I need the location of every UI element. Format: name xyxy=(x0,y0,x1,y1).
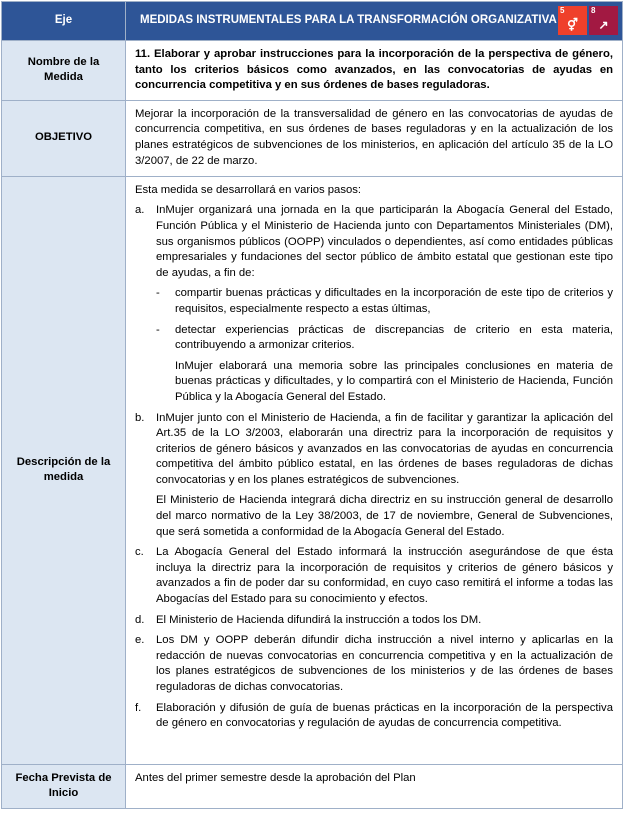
sdg-icons xyxy=(558,6,618,35)
step-a-sub-1-text: compartir buenas prácticas y dificultades en la incorporación de este tipo de criterios y requisitos, especialmente respecto a estas últimas, xyxy=(175,287,613,315)
step-a xyxy=(135,203,613,281)
header-eje: Eje xyxy=(2,2,126,41)
step-f-text: Elaboración y difusión de guía de buenas prácticas en la incorporación de la perspectiva de género en convocatorias y regulación de ayudas de concurrencia competitiva. xyxy=(156,701,613,730)
header-row xyxy=(2,2,623,41)
step-d-marker: d. xyxy=(135,613,145,626)
step-a-marker: a. xyxy=(135,204,145,217)
label-fecha: Fecha Prevista de Inicio xyxy=(2,764,126,808)
step-a-note: InMujer elaborará una memoria sobre las principales conclusiones en materia de buenas prácticas y dificultades, y lo compartirá con el Ministerio de Hacienda, Función Pública y la Abogacía General del Estado. xyxy=(175,359,613,403)
step-a-sub-1 xyxy=(156,286,613,317)
sdg-8-decent-work-icon xyxy=(589,6,618,35)
step-b-text: InMujer junto con el Ministerio de Hacienda, a fin de facilitar y garantizar la aplicación del Art.35 de la LO 3/2003, elaborarán una directriz para la incorporación de requisitos y criterios de género básicos y avanzados en las convocatorias de ayudas en concurrencia competitiva del ámbito público estatal, en las órdenes de bases reguladoras de dichas convocatorias y en los planes estratégicos de subvenciones. xyxy=(156,411,613,486)
sdg-5-number: 5 xyxy=(560,6,565,15)
step-c-marker: c. xyxy=(135,546,144,559)
measure-sheet xyxy=(1,1,622,809)
sdg-5-gender-equality-icon xyxy=(558,6,587,35)
step-d xyxy=(135,613,613,629)
row-nombre xyxy=(2,41,623,101)
step-a-sub-2-text: detectar experiencias prácticas de discrepancias de criterio en esta materia, contribuyendo a armonizar criterios. xyxy=(175,323,613,352)
step-a-text: InMujer organizará una jornada en la que participarán la Abogacía General del Estado, Función Pública y el Ministerio de Hacienda junto con Departamentos Ministeriales (DM), sus organismos públicos (OOPP) vinculados o dependientes, así como entidades públicas empresariales y fundaciones del sector público de ámbito estatal que gestionan este tipo de ayudas, a fin de: xyxy=(156,204,613,279)
measure-table xyxy=(1,1,623,809)
step-c xyxy=(135,545,613,607)
step-b xyxy=(135,411,613,489)
step-e-marker: e. xyxy=(135,634,145,647)
step-a-sub-2 xyxy=(156,323,613,354)
step-e-text: Los DM y OOPP deberán difundir dicha instrucción a nivel interno y aplicarlas en la redacción de nuevas convocatorias en concurrencia competitiva y en la actualización de los planes estratégicos de subvenciones de los ministerios y de las órdenes de bases reguladoras de dichas convocatorias. xyxy=(156,634,613,693)
growth-chart-icon: ↗ xyxy=(598,18,609,32)
step-b-marker: b. xyxy=(135,411,145,424)
header-title: MEDIDAS INSTRUMENTALES PARA LA TRANSFORMACIÓN ORGANIZATIVA xyxy=(140,14,557,27)
step-c-text: La Abogacía General del Estado informará la instrucción asegurándose de que ésta incluya la directriz para la incorporación de requisitos y criterios de género básicos y avanzados a fin de poder dar su conformidad, en cuyo caso remitirá el informe a todas las Abogacías del Estado para su conocimiento y efectos. xyxy=(156,546,613,606)
descripcion-intro: Esta medida se desarrollará en varios pasos: xyxy=(135,183,362,196)
row-descripcion xyxy=(2,176,623,764)
nombre-text: 11. Elaborar y aprobar instrucciones para la incorporación de la perspectiva de género, tanto los criterios básicos como avanzados, en las convocatorias de ayudas en concurrencia competitiva y en sus órdenes de bases reguladoras. xyxy=(126,41,623,101)
step-a-sub-1-marker: - xyxy=(156,287,160,300)
descripcion-content xyxy=(126,176,623,764)
gender-symbol-icon: ⚥ xyxy=(567,18,578,32)
step-d-text: El Ministerio de Hacienda difundirá la instrucción a todos los DM. xyxy=(156,613,482,626)
row-fecha xyxy=(2,764,623,808)
label-objetivo: OBJETIVO xyxy=(2,100,126,176)
objetivo-text: Mejorar la incorporación de la transversalidad de género en las convocatorias de ayudas de concurrencia competitiva, en sus órdenes de bases reguladoras y en la actualización de los planes estratégicos de subvenciones de los ministerios, en aplicación del artículo 35 de la LO 3/2007, de 22 de marzo. xyxy=(126,100,623,176)
step-f-marker: f. xyxy=(135,701,142,714)
step-b-note: El Ministerio de Hacienda integrará dicha directriz en su instrucción general de desarrollo del marco normativo de la Ley 38/2003, de 17 de noviembre, General de Subvenciones, que será sometida a conformidad de la Abogacía General del Estado. xyxy=(156,494,613,538)
row-objetivo xyxy=(2,100,623,176)
step-e xyxy=(135,633,613,695)
step-a-sub-2-marker: - xyxy=(156,323,160,336)
label-nombre: Nombre de la Medida xyxy=(2,41,126,101)
fecha-text: Antes del primer semestre desde la aprobación del Plan xyxy=(126,764,623,808)
step-f xyxy=(135,701,613,732)
header-title-cell xyxy=(126,2,623,41)
sdg-8-number: 8 xyxy=(591,6,596,15)
label-descripcion: Descripción de la medida xyxy=(2,176,126,764)
